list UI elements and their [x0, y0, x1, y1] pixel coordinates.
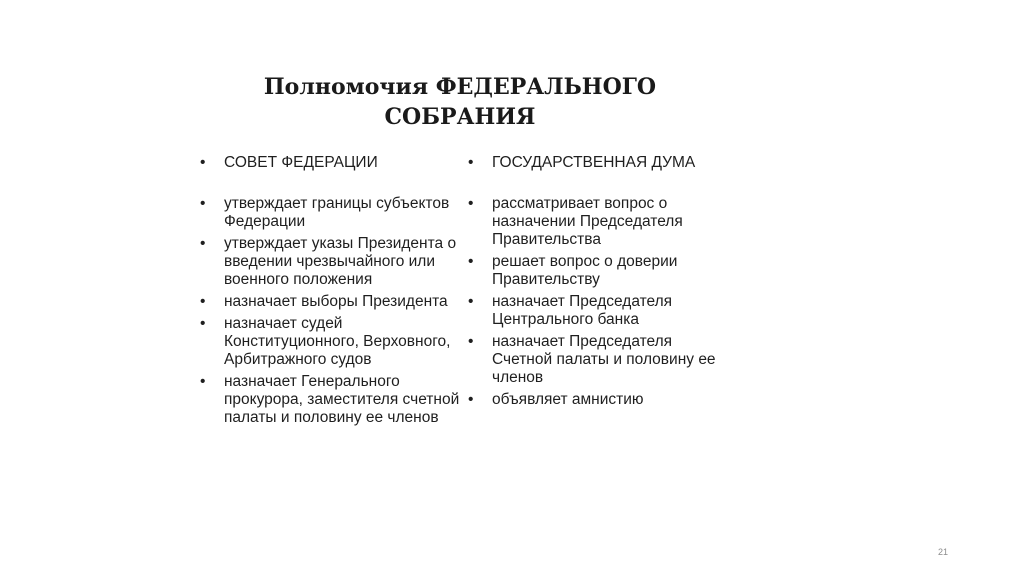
bullet-icon: • — [468, 293, 474, 310]
slide-title-line-1: Полномочия ФЕДЕРАЛЬНОГО — [263, 74, 657, 100]
slide-title — [220, 72, 700, 132]
state-duma-item — [466, 333, 726, 387]
state-duma-item-text: назначает Председателя Центрального банка — [492, 293, 673, 328]
federation-council-item-text: назначает Генерального прокурора, заместителя счетной палаты и половину ее членов — [224, 373, 460, 426]
federation-council-list — [198, 154, 460, 427]
bullet-icon: • — [468, 195, 474, 212]
bullet-icon: • — [200, 154, 206, 171]
bullet-icon: • — [468, 154, 474, 171]
federation-council-item — [198, 235, 460, 289]
state-duma-list — [466, 154, 726, 409]
federation-council-column — [198, 154, 460, 482]
bullet-icon: • — [468, 253, 474, 270]
state-duma-item-text: объявляет амнистию — [492, 391, 644, 408]
federation-council-heading-text: СОВЕТ ФЕДЕРАЦИИ — [224, 154, 378, 171]
state-duma-item-text: решает вопрос о доверии Правительству — [492, 253, 678, 288]
bullet-icon: • — [200, 195, 206, 212]
bullet-icon: • — [200, 315, 206, 332]
bullet-icon: • — [468, 391, 474, 408]
state-duma-item-text: рассматривает вопрос о назначении Председателя Правительства — [492, 195, 683, 248]
federation-council-heading — [198, 154, 460, 172]
bullet-icon: • — [200, 373, 206, 390]
state-duma-item — [466, 253, 726, 289]
federation-council-item-text: назначает судей Конституционного, Верховного, Арбитражного судов — [224, 315, 451, 368]
bullet-icon: • — [200, 293, 206, 310]
state-duma-item-text: назначает Председателя Счетной палаты и половину ее членов — [492, 333, 716, 386]
federation-council-item — [198, 195, 460, 231]
federation-council-item — [198, 315, 460, 369]
federation-council-item — [198, 293, 460, 311]
page-number: 21 — [938, 547, 949, 557]
state-duma-heading — [466, 154, 726, 172]
bullet-icon: • — [468, 333, 474, 350]
state-duma-item — [466, 195, 726, 249]
state-duma-item — [466, 293, 726, 329]
federation-council-item-text: утверждает границы субъектов Федерации — [224, 195, 450, 230]
state-duma-heading-text: ГОСУДАРСТВЕННАЯ ДУМА — [492, 154, 696, 171]
state-duma-item — [466, 391, 726, 409]
federation-council-item-text: утверждает указы Президента о введении чрезвычайного или военного положения — [224, 235, 457, 288]
slide-title-line-2: СОБРАНИЯ — [384, 104, 536, 130]
bullet-icon: • — [200, 235, 206, 252]
state-duma-column — [466, 154, 726, 413]
federation-council-item — [198, 373, 460, 427]
federation-council-item-text: назначает выборы Президента — [224, 293, 448, 310]
